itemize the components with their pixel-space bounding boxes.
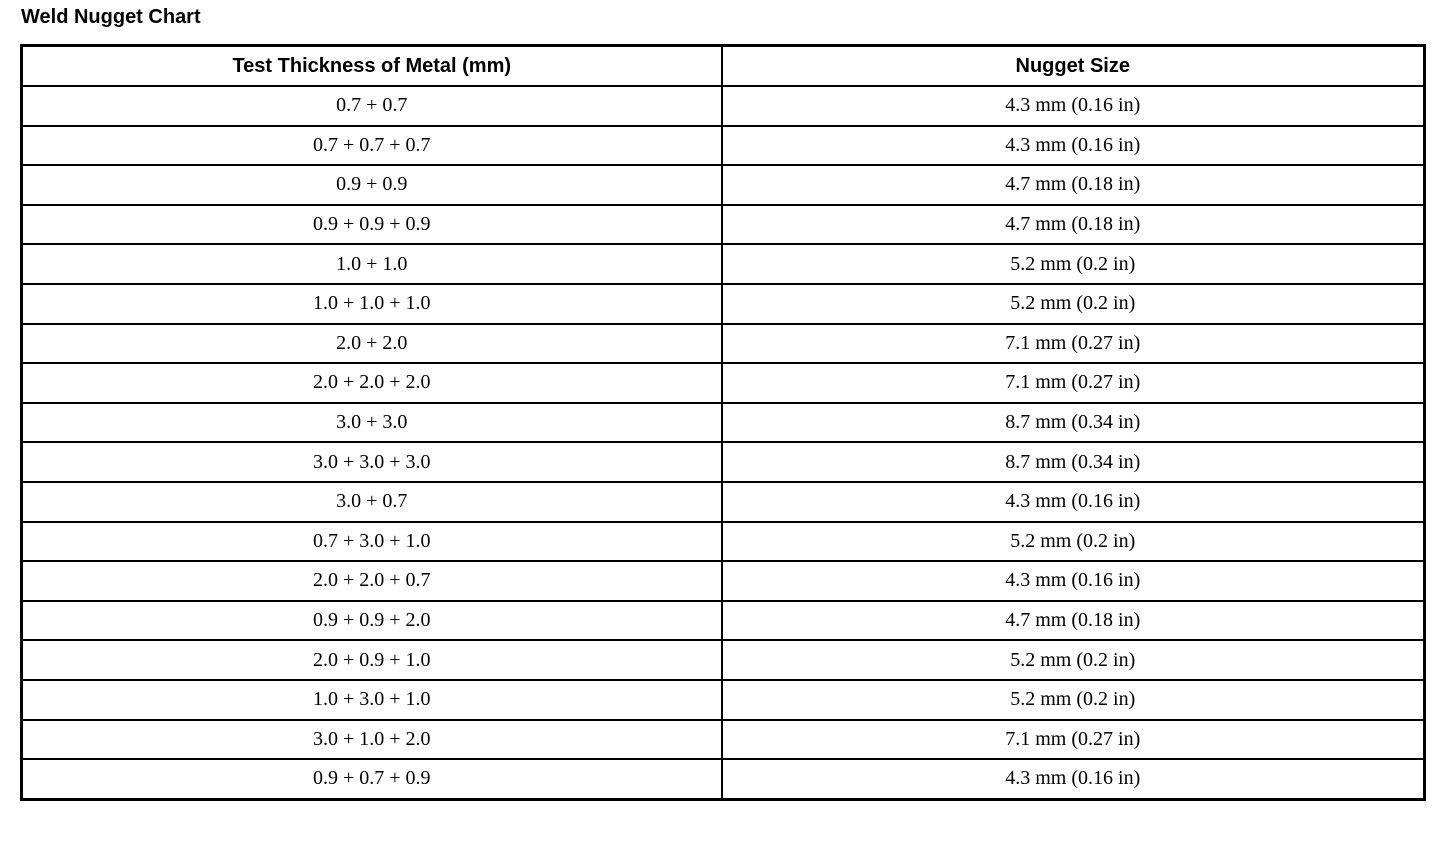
- cell-nugget-size: 8.7 mm (0.34 in): [722, 403, 1425, 443]
- cell-thickness: 0.7 + 0.7 + 0.7: [22, 126, 722, 166]
- cell-nugget-size: 5.2 mm (0.2 in): [722, 680, 1425, 720]
- table-row: [22, 126, 1425, 166]
- cell-thickness: 2.0 + 2.0: [22, 324, 722, 364]
- cell-thickness: 1.0 + 3.0 + 1.0: [22, 680, 722, 720]
- cell-thickness: 0.9 + 0.9 + 2.0: [22, 601, 722, 641]
- table-header-row: [22, 46, 1425, 87]
- page-title: Weld Nugget Chart: [21, 6, 201, 28]
- cell-nugget-size: 4.7 mm (0.18 in): [722, 601, 1425, 641]
- header-nugget-size: Nugget Size: [722, 46, 1425, 87]
- table-row: [22, 205, 1425, 245]
- cell-nugget-size: 4.3 mm (0.16 in): [722, 561, 1425, 601]
- table-row: [22, 442, 1425, 482]
- table-row: [22, 640, 1425, 680]
- cell-nugget-size: 4.3 mm (0.16 in): [722, 482, 1425, 522]
- cell-nugget-size: 5.2 mm (0.2 in): [722, 244, 1425, 284]
- cell-thickness: 1.0 + 1.0 + 1.0: [22, 284, 722, 324]
- cell-nugget-size: 4.3 mm (0.16 in): [722, 759, 1425, 799]
- cell-nugget-size: 7.1 mm (0.27 in): [722, 363, 1425, 403]
- table-row: [22, 86, 1425, 126]
- table-row: [22, 324, 1425, 364]
- table-row: [22, 363, 1425, 403]
- table-row: [22, 759, 1425, 799]
- table-row: [22, 284, 1425, 324]
- table-row: [22, 482, 1425, 522]
- cell-nugget-size: 5.2 mm (0.2 in): [722, 640, 1425, 680]
- cell-thickness: 3.0 + 3.0: [22, 403, 722, 443]
- cell-thickness: 0.9 + 0.9: [22, 165, 722, 205]
- cell-nugget-size: 5.2 mm (0.2 in): [722, 284, 1425, 324]
- cell-thickness: 2.0 + 0.9 + 1.0: [22, 640, 722, 680]
- cell-nugget-size: 7.1 mm (0.27 in): [722, 720, 1425, 760]
- cell-thickness: 3.0 + 1.0 + 2.0: [22, 720, 722, 760]
- header-thickness: Test Thickness of Metal (mm): [22, 46, 722, 87]
- cell-thickness: 0.9 + 0.7 + 0.9: [22, 759, 722, 799]
- weld-nugget-table: [20, 44, 1426, 801]
- cell-nugget-size: 4.7 mm (0.18 in): [722, 165, 1425, 205]
- cell-thickness: 0.7 + 3.0 + 1.0: [22, 522, 722, 562]
- cell-thickness: 1.0 + 1.0: [22, 244, 722, 284]
- cell-thickness: 0.7 + 0.7: [22, 86, 722, 126]
- cell-thickness: 2.0 + 2.0 + 0.7: [22, 561, 722, 601]
- cell-thickness: 3.0 + 0.7: [22, 482, 722, 522]
- cell-nugget-size: 4.7 mm (0.18 in): [722, 205, 1425, 245]
- cell-thickness: 3.0 + 3.0 + 3.0: [22, 442, 722, 482]
- cell-nugget-size: 4.3 mm (0.16 in): [722, 86, 1425, 126]
- cell-nugget-size: 7.1 mm (0.27 in): [722, 324, 1425, 364]
- table-row: [22, 720, 1425, 760]
- cell-thickness: 0.9 + 0.9 + 0.9: [22, 205, 722, 245]
- cell-nugget-size: 8.7 mm (0.34 in): [722, 442, 1425, 482]
- table-row: [22, 561, 1425, 601]
- table-row: [22, 601, 1425, 641]
- table-row: [22, 244, 1425, 284]
- table-row: [22, 680, 1425, 720]
- cell-thickness: 2.0 + 2.0 + 2.0: [22, 363, 722, 403]
- table-row: [22, 522, 1425, 562]
- cell-nugget-size: 5.2 mm (0.2 in): [722, 522, 1425, 562]
- table-row: [22, 165, 1425, 205]
- table-row: [22, 403, 1425, 443]
- cell-nugget-size: 4.3 mm (0.16 in): [722, 126, 1425, 166]
